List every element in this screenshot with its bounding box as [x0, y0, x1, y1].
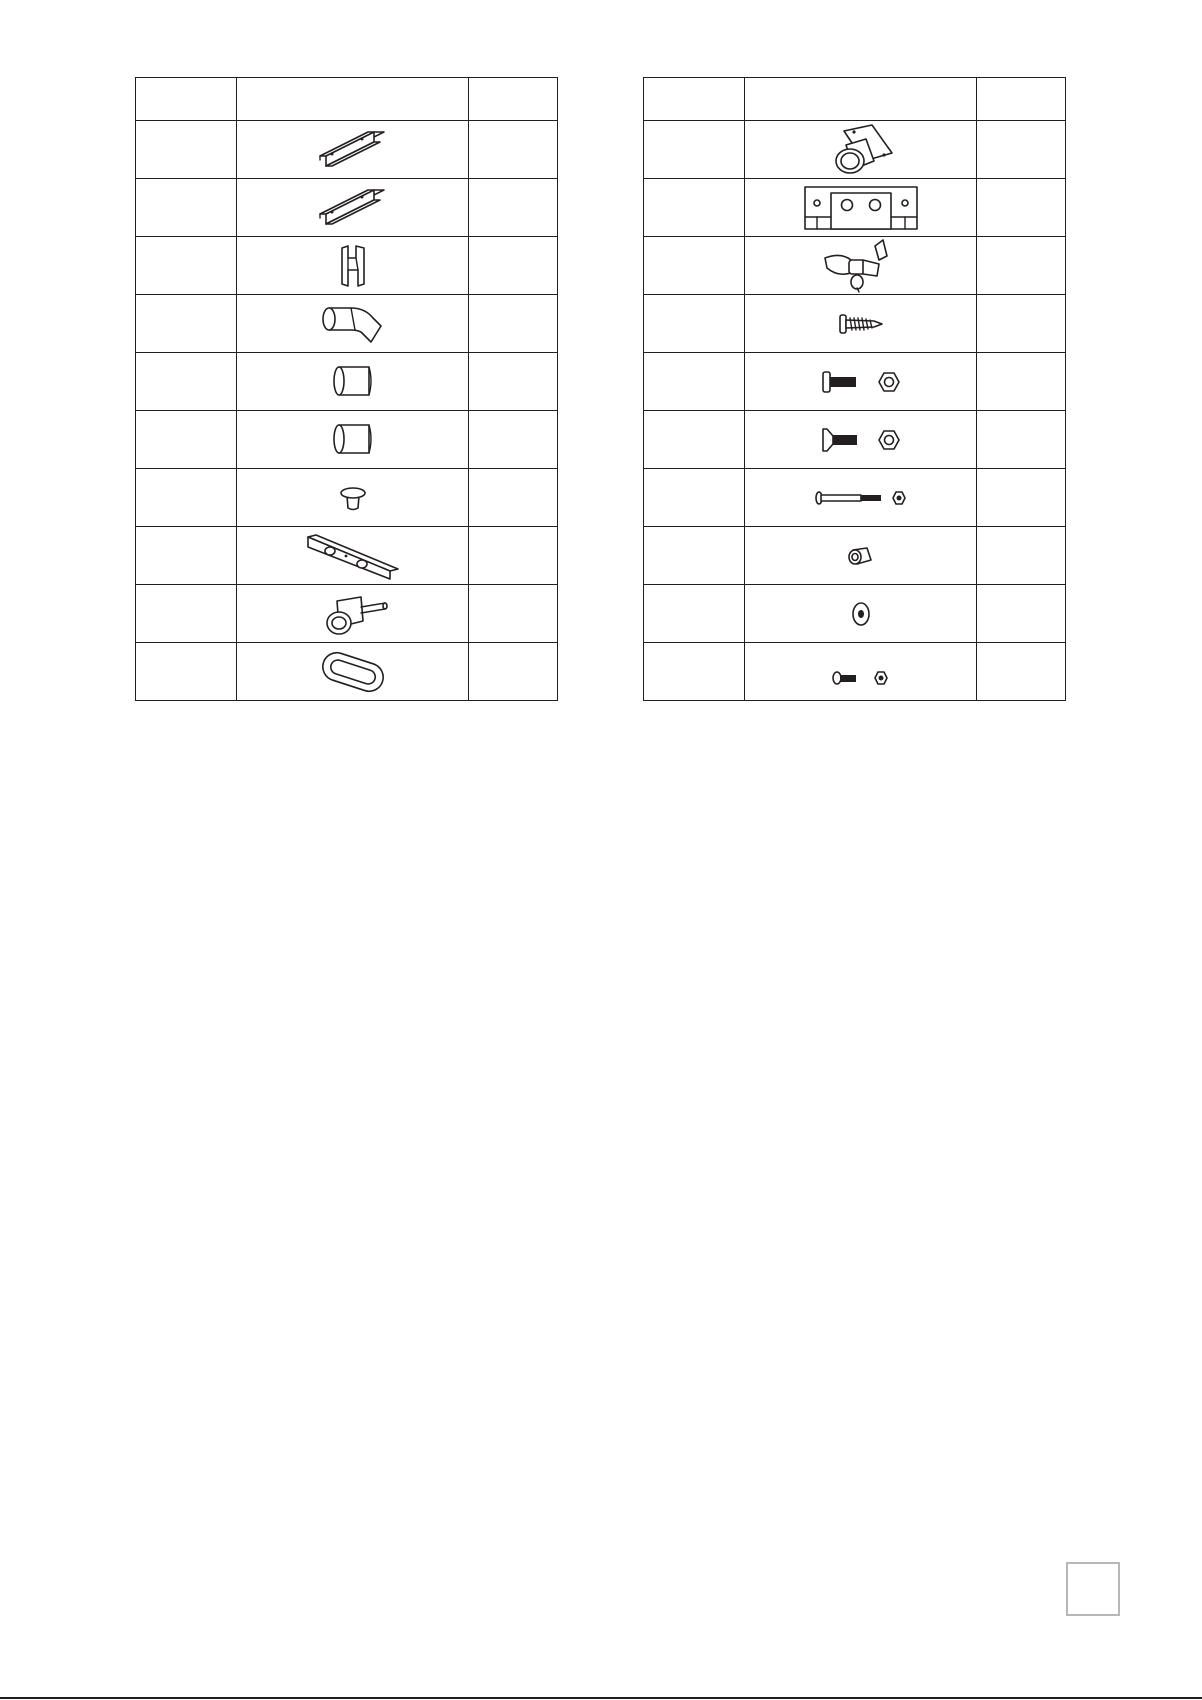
table-row: [644, 411, 1066, 469]
part-no-cell: [644, 353, 745, 411]
tube-sleeve-icon: [331, 421, 375, 459]
hinge-plate-icon: [803, 185, 919, 231]
qty-cell: [977, 121, 1066, 179]
qty-cell: [469, 353, 558, 411]
channel-rail-icon: [318, 130, 388, 170]
header-picture: [237, 78, 469, 121]
part-no-cell: [136, 585, 237, 643]
table-row: [136, 121, 558, 179]
qty-cell: [469, 121, 558, 179]
short-bolt-and-nut-icon: [831, 668, 891, 688]
header-qty: [977, 78, 1066, 121]
header-picture: [745, 78, 977, 121]
table-row: [136, 643, 558, 701]
header-part-no: [136, 78, 237, 121]
table-header-row: [644, 78, 1066, 121]
qty-cell: [977, 527, 1066, 585]
part-no-cell: [644, 237, 745, 295]
header-part-no: [644, 78, 745, 121]
table-row: [644, 643, 1066, 701]
part-no-cell: [136, 179, 237, 237]
part-no-cell: [644, 411, 745, 469]
channel-rail-icon: [318, 188, 388, 228]
qty-cell: [469, 295, 558, 353]
table-row: [644, 121, 1066, 179]
part-no-cell: [644, 295, 745, 353]
qty-cell: [469, 643, 558, 701]
qty-cell: [469, 237, 558, 295]
elbow-tube-icon: [321, 302, 385, 346]
qty-cell: [977, 585, 1066, 643]
qty-cell: [469, 527, 558, 585]
table-row: [136, 237, 558, 295]
table-row: [644, 295, 1066, 353]
angle-bracket-icon: [306, 533, 400, 579]
spacer-icon: [847, 544, 875, 568]
oval-ring-icon: [318, 652, 388, 692]
bolt-and-hex-nut-icon: [821, 367, 901, 397]
qty-cell: [977, 643, 1066, 701]
part-no-cell: [136, 411, 237, 469]
table-row: [136, 527, 558, 585]
part-no-cell: [136, 295, 237, 353]
qty-cell: [469, 585, 558, 643]
qty-cell: [469, 469, 558, 527]
table-row: [136, 585, 558, 643]
table-row: [136, 179, 558, 237]
washer-icon: [850, 600, 872, 628]
part-no-cell: [136, 353, 237, 411]
part-no-cell: [136, 643, 237, 701]
table-row: [136, 353, 558, 411]
hinge-pin-icon: [317, 591, 389, 637]
table-row: [136, 411, 558, 469]
qty-cell: [469, 411, 558, 469]
table-header-row: [136, 78, 558, 121]
part-no-cell: [644, 469, 745, 527]
parts-table-right: [643, 77, 1066, 701]
part-no-cell: [644, 643, 745, 701]
qty-cell: [977, 295, 1066, 353]
table-row: [644, 585, 1066, 643]
table-row: [644, 527, 1066, 585]
qty-cell: [977, 411, 1066, 469]
tube-sleeve-icon: [331, 363, 375, 401]
part-no-cell: [136, 237, 237, 295]
header-qty: [469, 78, 558, 121]
part-no-cell: [644, 179, 745, 237]
table-row: [644, 179, 1066, 237]
qty-cell: [977, 469, 1066, 527]
table-row: [136, 295, 558, 353]
page-number-box: [1066, 1562, 1120, 1616]
part-no-cell: [644, 121, 745, 179]
qty-cell: [977, 237, 1066, 295]
parts-table-left: [135, 77, 558, 701]
part-no-cell: [644, 585, 745, 643]
part-no-cell: [644, 527, 745, 585]
self-tapping-screw-icon: [838, 312, 884, 336]
table-row: [644, 469, 1066, 527]
u-clip-icon: [338, 244, 368, 288]
table-row: [644, 353, 1066, 411]
wing-latch-icon: [821, 238, 901, 294]
long-bolt-and-nut-icon: [815, 488, 907, 508]
qty-cell: [977, 353, 1066, 411]
part-no-cell: [136, 121, 237, 179]
end-cap-icon: [338, 484, 368, 512]
table-row: [136, 469, 558, 527]
part-no-cell: [136, 527, 237, 585]
countersunk-bolt-and-hex-nut-icon: [821, 425, 901, 455]
part-no-cell: [136, 469, 237, 527]
table-row: [644, 237, 1066, 295]
qty-cell: [469, 179, 558, 237]
flange-socket-icon: [826, 123, 896, 177]
qty-cell: [977, 179, 1066, 237]
footer-rule: [0, 1697, 1202, 1699]
